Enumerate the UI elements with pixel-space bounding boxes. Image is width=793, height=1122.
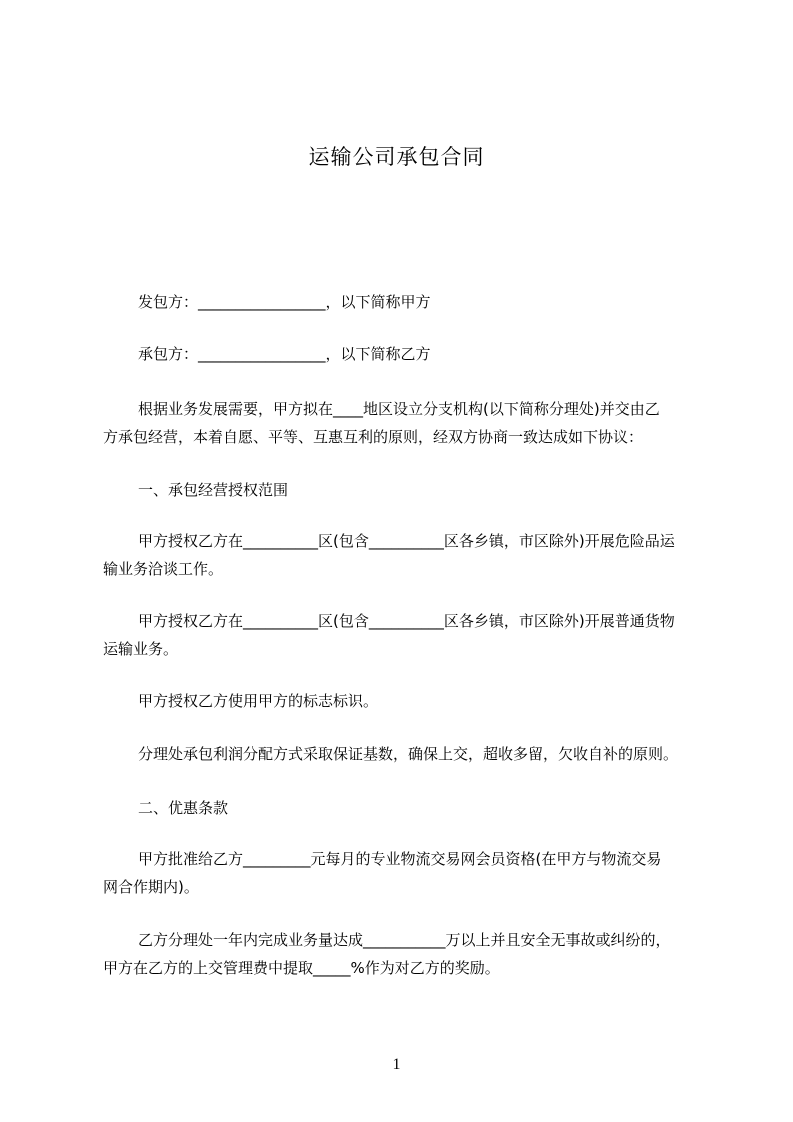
text-line: 输业务洽谈工作。 (103, 560, 224, 578)
clause-hazardous-goods (103, 527, 703, 583)
text-line: 甲方在乙方的上交管理费中提取_____%作为对乙方的奖励。 (103, 959, 500, 977)
party-a-line (103, 288, 738, 316)
text-line: 乙方分理处一年内完成业务量达成___________万以上并且安全无事故或纠纷的， (138, 931, 671, 949)
text-line: 甲方授权乙方在__________区(包含__________区各乡镇，市区除外)开展危险品运 (138, 532, 675, 550)
text-line: 发包方：_________________，以下简称甲方 (138, 293, 431, 311)
clause-reward (103, 926, 703, 982)
text-line: 承包方：_________________，以下简称乙方 (138, 345, 431, 363)
preamble-paragraph (103, 395, 703, 451)
page-number: 1 (392, 1056, 401, 1073)
document-title: 运输公司承包合同 (308, 145, 485, 169)
text-line: 分理处承包利润分配方式采取保证基数，确保上交，超收多留，欠收自补的原则。 (138, 745, 679, 763)
text-line: 方承包经营，本着自愿、平等、互惠互利的原则，经双方协商一致达成如下协议： (103, 428, 644, 446)
party-b-line (103, 340, 738, 368)
text-line: 甲方批准给乙方_________元每月的专业物流交易网会员资格(在甲方与物流交易 (138, 850, 662, 868)
clause-general-goods (103, 607, 703, 663)
text-line: 运输业务。 (103, 640, 179, 658)
text-line: 甲方授权乙方使用甲方的标志标识。 (138, 692, 379, 710)
text-line: 二、优惠条款 (138, 799, 229, 817)
text-line: 一、承包经营授权范围 (138, 481, 289, 499)
text-line: 甲方授权乙方在__________区(包含__________区各乡镇，市区除外)开展普通货物 (138, 612, 675, 630)
clause-profit-distribution (103, 740, 738, 768)
section-heading-2 (103, 794, 738, 822)
section-heading-1 (103, 476, 738, 504)
text-line: 网合作期内)。 (103, 878, 199, 896)
clause-membership (103, 845, 703, 901)
clause-logo-use (103, 687, 738, 715)
text-line: 根据业务发展需要，甲方拟在____地区设立分支机构(以下简称分理处)并交由乙 (138, 400, 660, 418)
